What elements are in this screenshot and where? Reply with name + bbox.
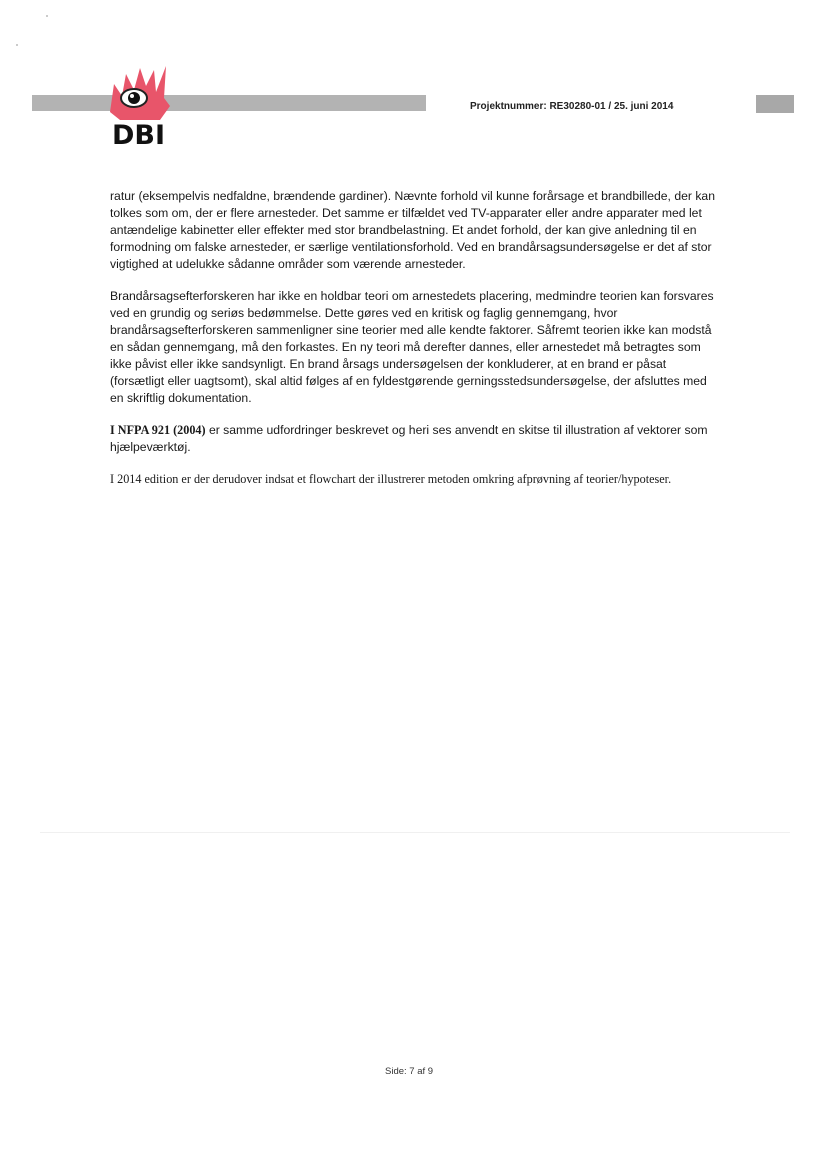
nfpa-reference: I NFPA 921 (2004) (110, 423, 206, 437)
paragraph-4: I 2014 edition er der derudover indsat et flowchart der illustrerer metoden omkring afprøvning af teorier/hypoteser. (110, 472, 672, 486)
paragraph-3-text: er samme udfordringer beskrevet og heri ses anvendt en skitse til illustration af vektorer som hjælpeværktøj. (110, 423, 708, 454)
scan-speck (46, 15, 48, 17)
scan-speck (16, 44, 18, 46)
logo-text: DBI (112, 120, 166, 151)
project-number: Projektnummer: RE30280-01 / 25. juni 2014 (470, 101, 674, 112)
page-number: Side: 7 af 9 (385, 1066, 434, 1077)
header-bar (32, 95, 426, 111)
document-body (110, 188, 722, 503)
dbi-logo-icon (100, 62, 175, 122)
paragraph-1: ratur (eksempelvis nedfaldne, brændende gardiner). Nævnte forhold vil kunne forårsage et brandbillede, der kan tolkes som om, der er flere arnesteder. Det samme er tilfældet ved TV-apparater eller andre apparater med let antændelige kabinetter eller effekter med stor brandbelastning. Et andet forhold, der kan give anledning til en formodning om falske arnesteder, er særlige ventilationsforhold. Ved en brandårsagsundersøgelse er det af stor vigtighed at udelukke sådanne områder som værende arnesteder. (110, 189, 715, 271)
header-bar-right (756, 95, 794, 113)
paragraph-3 (110, 422, 722, 456)
paragraph-2: Brandårsagsefterforskeren har ikke en holdbar teori om arnestedets placering, medmindre teorien kan forsvares ved en grundig og seriøs bedømmelse. Dette gøres ved en kritisk og faglig gennemgang, hvor brandårsagsefterforskeren sammenligner sine teorier med alle kendte faktorer. Såfremt teorien ikke kan modstå en sådan gennemgang, må den forkastes. En ny teori må derefter dannes, eller arnestedet må betragtes som ikke påvist eller ikke sandsynligt. En brand årsags undersøgelsen der konkluderer, at en brand er påsat (forsætligt eller uagtsomt), skal altid følges af en fyldestgørende gerningsstedsundersøgelse, der afsluttes med en skriftlig dokumentation. (110, 289, 714, 405)
faint-divider (40, 832, 790, 833)
